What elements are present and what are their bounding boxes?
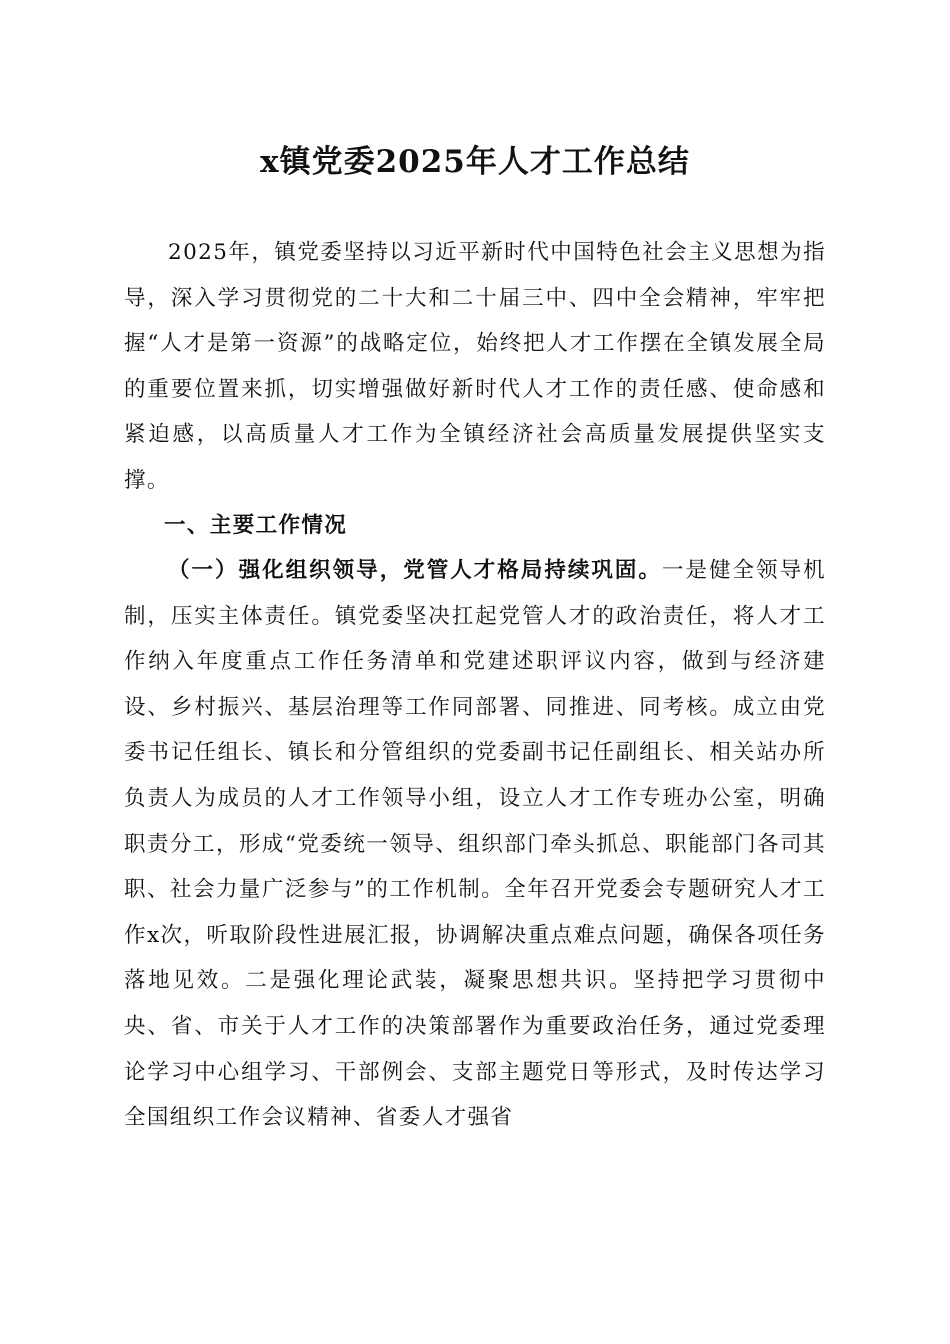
- intro-paragraph: 2025年，镇党委坚持以习近平新时代中国特色社会主义思想为指导，深入学习贯彻党的二十大和二十届三中、四中全会精神，牢牢把握“人才是第一资源”的战略定位，始终把人才工作摆在全镇发展全局的重要位置来抓，切实增强做好新时代人才工作的责任感、使命感和紧迫感，以高质量人才工作为全镇经济社会高质量发展提供坚实支撑。: [124, 240, 826, 493]
- subsection-paragraph: [124, 548, 826, 1141]
- subsection-heading: （一）强化组织领导，党管人才格局持续巩固。: [168, 558, 662, 583]
- document-title: x镇党委2025年人才工作总结: [260, 144, 690, 180]
- section-heading-main-work: 一、主要工作情况: [164, 513, 348, 538]
- subsection-body: 一是健全领导机制，压实主体责任。镇党委坚决扛起党管人才的政治责任，将人才工作纳入年度重点工作任务清单和党建述职评议内容，做到与经济建设、乡村振兴、基层治理等工作同部署、同推进、同考核。成立由党委书记任组长、镇长和分管组织的党委副书记任副组长、相关站办所负责人为成员的人才工作领导小组，设立人才工作专班办公室，明确职责分工，形成“党委统一领导、组织部门牵头抓总、职能部门各司其职、社会力量广泛参与”的工作机制。全年召开党委会专题研究人才工作x次，听取阶段性进展汇报，协调解决重点难点问题，确保各项任务落地见效。二是强化理论武装，凝聚思想共识。坚持把学习贯彻中央、省、市关于人才工作的决策部署作为重要政治任务，通过党委理论学习中心组学习、干部例会、支部主题党日等形式，及时传达学习全国组织工作会议精神、省委人才强省: [124, 558, 826, 1131]
